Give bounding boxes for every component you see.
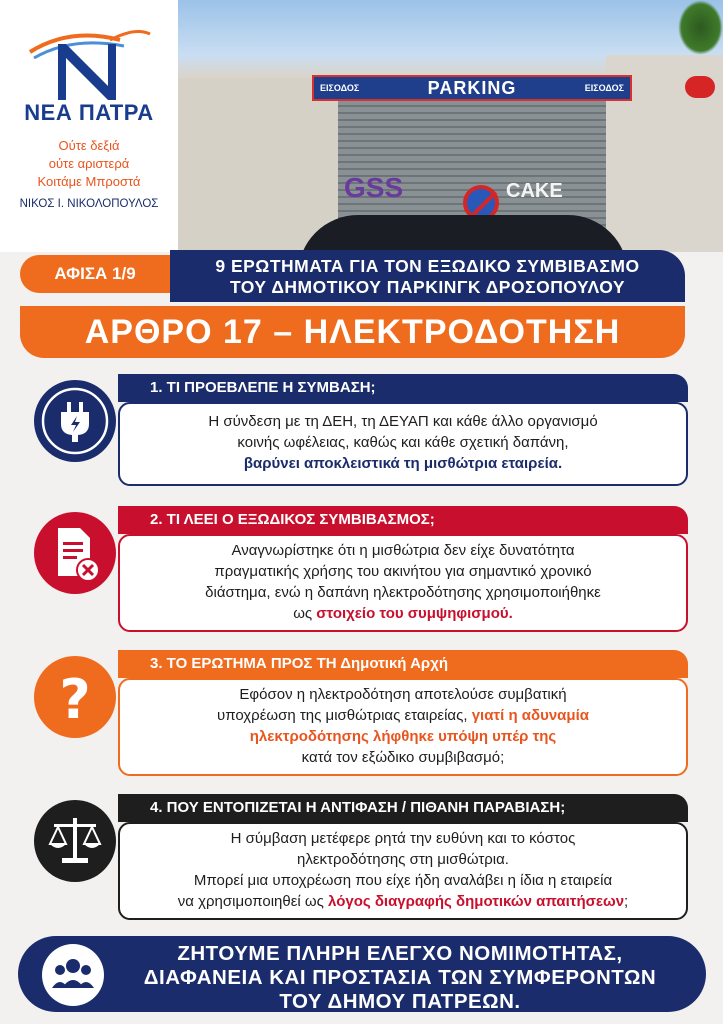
section-1-heading: 1. ΤΙ ΠΡΟΕΒΛΕΠΕ Η ΣΥΜΒΑΣΗ; <box>118 374 688 402</box>
question-mark-icon <box>34 656 116 738</box>
section-3-heading: 3. ΤΟ ΕΡΩΤΗΜΑ ΠΡΟΣ ΤΗ Δημοτική Αρχή <box>118 650 688 678</box>
body-line <box>128 891 678 912</box>
section-3-body <box>118 678 688 776</box>
body-line: Αναγνωρίστηκε ότι η μισθώτρια δεν είχε δυνατότητα <box>231 542 575 559</box>
car-roof <box>298 215 628 252</box>
body-line: διάστημα, ενώ η δαπάνη ηλεκτροδότησης χρησιμοποιήθηκε <box>205 584 601 601</box>
leader-name: ΝΙΚΟΣ Ι. ΝΙΚΟΛΟΠΟΥΛΟΣ <box>19 198 159 210</box>
body-line: Η σύνδεση με τη ΔΕΗ, τη ΔΕΥΑΠ και κάθε άλλο οργανισμό <box>208 413 598 430</box>
body-line: Μπορεί μια υποχρέωση που είχε ήδη αναλάβει η ίδια η εταιρεία <box>193 872 613 889</box>
slogan-line: Ούτε δεξιά <box>58 138 120 153</box>
entrance-label: ΕΙΣΟΔΟΣ <box>320 83 360 93</box>
graffiti: GSS <box>344 172 404 203</box>
body-text: να χρησιμοποιηθεί ως <box>177 893 329 910</box>
title-line: 9 ΕΡΩΤΗΜΑΤΑ ΓΙΑ ΤΟΝ ΕΞΩΔΙΚΟ ΣΥΜΒΙΒΑΣΜΟ <box>215 256 640 276</box>
parking-photo <box>178 0 723 252</box>
plug-icon <box>34 380 116 462</box>
no-entry-sign-icon <box>685 76 715 98</box>
entrance-label: ΕΙΣΟΔΟΣ <box>584 83 624 93</box>
demand-line: ΤΟΥ ΔΗΜΟΥ ΠΑΤΡΕΩΝ. <box>279 990 521 1013</box>
body-text: υποχρέωση της μισθώτριας εταιρείας, <box>217 707 472 724</box>
scales-icon <box>34 800 116 882</box>
demand-line: ΔΙΑΦΑΝΕΙΑ ΚΑΙ ΠΡΟΣΤΑΣΙΑ ΤΩΝ ΣΥΜΦΕΡΟΝΤΩΝ <box>143 966 657 989</box>
body-line: πραγματικής χρήσης του ακινήτου για σημαντικό χρονικό <box>214 563 592 580</box>
parking-sign-text: PARKING <box>427 78 517 98</box>
body-line: Εφόσον η ηλεκτροδότηση αποτελούσε συμβατική <box>239 686 567 703</box>
title-line: ΤΟΥ ΔΗΜΟΤΙΚΟΥ ΠΑΡΚΙΝΓΚ ΔΡΟΣΟΠΟΥΛΟΥ <box>229 277 626 297</box>
document-reject-icon <box>34 512 116 594</box>
body-text: ως <box>293 605 317 622</box>
body-line <box>128 705 678 726</box>
poster-number-badge: ΑΦΙΣΑ 1/9 <box>20 255 170 293</box>
demand-line: ΖΗΤΟΥΜΕ ΠΛΗΡΗ ΕΛΕΓΧΟ ΝΟΜΙΜΟΤΗΤΑΣ, <box>177 942 623 965</box>
body-line: κοινής ωφέλειας, καθώς και κάθε σχετική δαπάνη, <box>237 434 569 451</box>
highlight-text: λόγος διαγραφής δημοτικών απαιτήσεων <box>328 893 625 910</box>
body-text: ; <box>624 893 629 910</box>
wall-left <box>178 78 338 252</box>
highlight-text: ηλεκτροδότησης λήφθηκε υπόψη υπέρ της <box>249 728 557 745</box>
party-logo-icon <box>0 22 178 102</box>
highlight-text: γιατί η αδυναμία <box>471 707 589 724</box>
people-group-icon <box>42 944 104 1006</box>
party-name: ΝΕΑ ΠΑΤΡΑ <box>24 100 154 125</box>
article-title: ΑΡΘΡΟ 17 – ΗΛΕΚΤΡΟΔΟΤΗΣΗ <box>20 306 685 358</box>
section-2-heading: 2. ΤΙ ΛΕΕΙ Ο ΕΞΩΔΙΚΟΣ ΣΥΜΒΙΒΑΣΜΟΣ; <box>118 506 688 534</box>
section-4-body <box>118 822 688 920</box>
body-line: κατά τον εξώδικο συμβιβασμό; <box>301 749 505 766</box>
graffiti: CAKE <box>506 180 563 202</box>
svg-text:?: ? <box>59 668 91 731</box>
section-2-body <box>118 534 688 632</box>
highlight-text: βαρύνει αποκλειστικά τη μισθώτρια εταιρεία. <box>243 455 563 472</box>
slogan-line: Κοιτάμε Μπροστά <box>37 174 141 189</box>
body-line <box>128 603 678 624</box>
body-line: ηλεκτροδότησης στη μισθώτρια. <box>297 851 509 868</box>
tree <box>678 0 723 55</box>
section-1-body <box>118 402 688 486</box>
parking-sign <box>312 75 632 101</box>
body-line: Η σύμβαση μετέφερε ρητά την ευθύνη και το κόστος <box>230 830 576 847</box>
slogan-line: ούτε αριστερά <box>48 156 130 171</box>
section-4-heading: 4. ΠΟΥ ΕΝΤΟΠΙΖΕΤΑΙ Η ΑΝΤΙΦΑΣΗ / ΠΙΘΑΝΗ ΠΑΡΑΒΙΑΣΗ; <box>118 794 688 822</box>
highlight-text: στοιχείο του συμψηφισμού. <box>316 605 513 622</box>
